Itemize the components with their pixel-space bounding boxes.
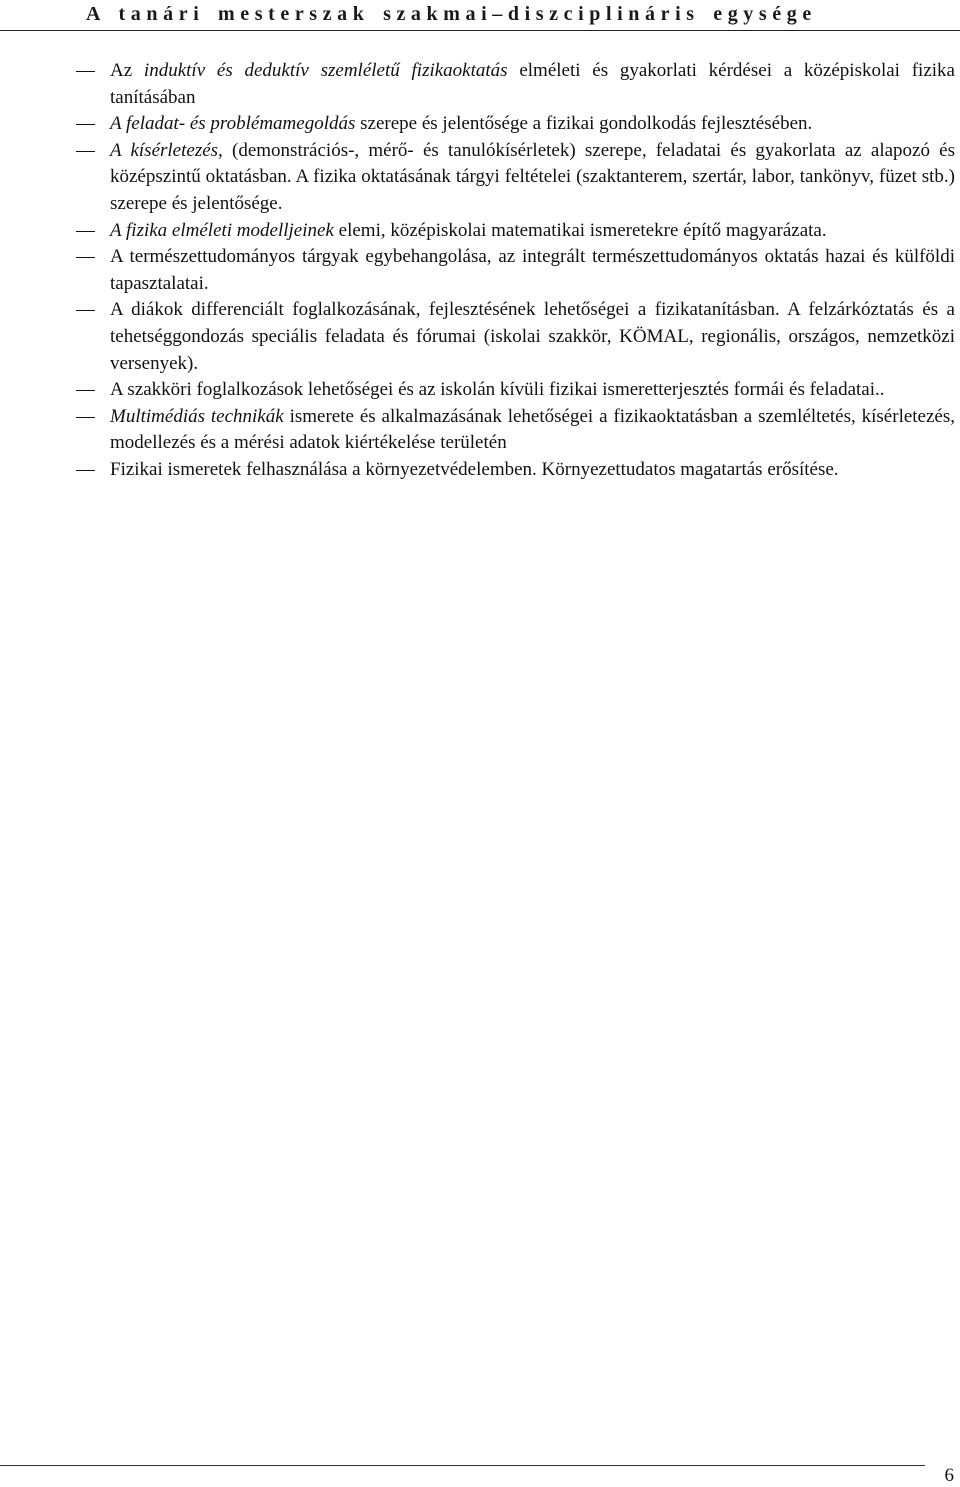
item-text bbox=[110, 299, 955, 373]
text-run: ismerete és alkalmazásának lehetőségei a fizikaoktatásban a szemléltetés, kísérletezés, modellezés és a mérési adatok kiértékelése területén bbox=[110, 405, 956, 454]
dash-bullet-icon bbox=[76, 71, 95, 72]
list-item bbox=[0, 244, 960, 297]
text-run-italic: induktív és deduktív szemléletű fizikaoktatás bbox=[143, 60, 508, 81]
item-text bbox=[110, 246, 955, 294]
list-item bbox=[0, 297, 960, 377]
dash-bullet-icon bbox=[76, 417, 95, 418]
dash-bullet-icon bbox=[76, 231, 95, 232]
item-text bbox=[110, 220, 827, 241]
item-text bbox=[110, 406, 955, 454]
item-text bbox=[110, 140, 955, 214]
text-run: Fizikai ismeretek felhasználása a környezetvédelemben. Környezettudatos magatartás erősítése. bbox=[110, 458, 839, 480]
text-run: Az bbox=[110, 60, 144, 81]
list-item bbox=[0, 457, 960, 484]
text-run-italic: A fizika elméleti modelljeinek bbox=[110, 219, 334, 241]
item-text bbox=[110, 379, 885, 400]
header-divider bbox=[0, 30, 960, 31]
text-run-italic: Multimédiás technikák bbox=[110, 405, 284, 427]
list-item bbox=[0, 138, 960, 218]
page-number: 6 bbox=[944, 1465, 954, 1486]
dash-bullet-icon bbox=[76, 390, 95, 391]
header-title: A tanári mesterszak szakmai–diszciplináris egysége bbox=[86, 3, 817, 25]
dash-bullet-icon bbox=[76, 151, 95, 152]
footer-divider bbox=[0, 1465, 925, 1466]
item-text bbox=[110, 459, 839, 480]
text-run: A diákok differenciált foglalkozásának, fejlesztésének lehetőségei a fizikatanításban. A felzárkóztatás és a tehetséggondozás speciális feladata és fórumai (iskolai szakkör, KÖMAL, regionális, országos, nemzetközi versenyek). bbox=[110, 299, 955, 374]
text-run: elemi, középiskolai matematikai ismeretekre építő magyarázata. bbox=[333, 219, 827, 241]
list-item bbox=[0, 58, 960, 111]
item-text bbox=[110, 113, 812, 134]
dash-bullet-icon bbox=[76, 124, 95, 125]
running-header bbox=[0, 0, 960, 30]
list-item bbox=[0, 377, 960, 404]
list-item bbox=[0, 404, 960, 457]
list-item bbox=[0, 218, 960, 245]
dash-bullet-icon bbox=[76, 470, 95, 471]
list-item bbox=[0, 111, 960, 138]
text-run: A természettudományos tárgyak egybehangolása, az integrált természettudományos oktatás hazai és külföldi tapasztalatai. bbox=[110, 246, 955, 294]
text-run: A szakköri foglalkozások lehetőségei és az iskolán kívüli fizikai ismeretterjesztés formái és feladatai.. bbox=[110, 379, 885, 401]
item-text bbox=[110, 60, 955, 108]
dash-bullet-icon bbox=[76, 310, 95, 311]
text-run: elméleti és gyakorlati kérdései a középiskolai fizika tanításában bbox=[110, 60, 955, 108]
bullet-list bbox=[0, 58, 960, 484]
text-run: szerepe és jelentősége a fizikai gondolkodás fejlesztésében. bbox=[355, 113, 813, 135]
text-run: (demonstrációs-, mérő- és tanulókísérletek) szerepe, feladatai és gyakorlata az alapozó és középszintű oktatásban. A fizika oktatásának tárgyi feltételei (szaktanterem, szertár, labor, tankönyv, füzet stb.) szerepe és jelentősége. bbox=[110, 139, 956, 214]
text-run-italic: A feladat- és problémamegoldás bbox=[110, 113, 356, 135]
dash-bullet-icon bbox=[76, 257, 95, 258]
text-run-italic: A kísérletezés, bbox=[110, 139, 223, 161]
